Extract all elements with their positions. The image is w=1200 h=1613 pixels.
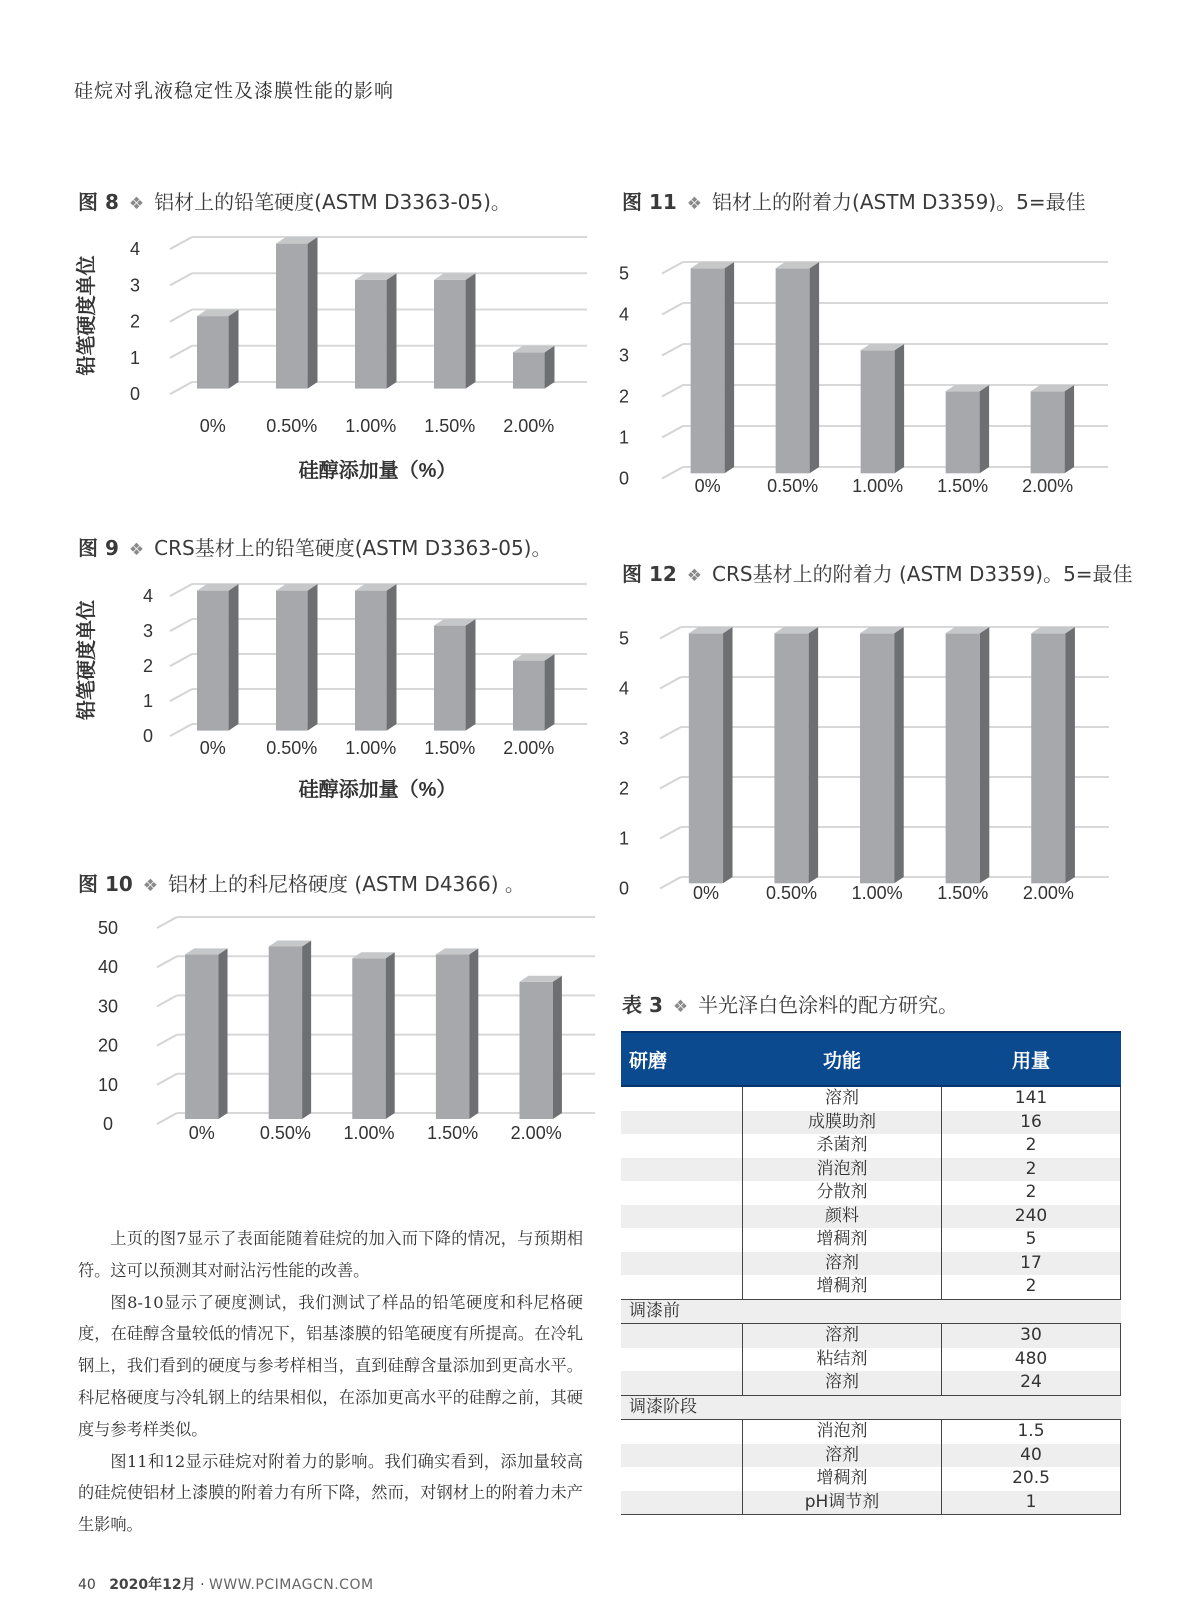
- function-cell: 溶剂: [743, 1371, 942, 1395]
- grid-line: [170, 619, 192, 631]
- amount-cell: 2: [942, 1158, 1121, 1182]
- grid-line: [660, 827, 681, 839]
- x-axis-title: 硅醇添加量（%）: [298, 460, 457, 482]
- grid-line: [157, 956, 177, 967]
- grid-line: [170, 346, 192, 358]
- y-tick-label: 3: [142, 621, 154, 642]
- diamond-icon: ❖: [128, 194, 145, 214]
- bar-side: [308, 584, 318, 731]
- figure-12-caption: [622, 558, 1133, 587]
- section-label: 调漆前: [621, 1299, 1121, 1324]
- x-tick-label: 1.00%: [851, 883, 903, 903]
- function-cell: 溶剂: [743, 1086, 942, 1111]
- bar-side: [308, 237, 318, 389]
- bar: [1031, 391, 1065, 473]
- grid-line: [662, 385, 683, 397]
- grid-line: [170, 584, 192, 596]
- bar-side: [466, 619, 476, 731]
- figure-11-chart: [620, 240, 1135, 522]
- amount-cell: 1: [942, 1491, 1121, 1515]
- figure-9-chart: [75, 572, 590, 842]
- bar-side: [895, 344, 904, 473]
- figure-9-label: 图 9: [78, 536, 119, 560]
- x-tick-label: 0.50%: [266, 738, 318, 758]
- grid-line: [170, 310, 192, 322]
- grind-cell: [621, 1158, 743, 1182]
- bar: [197, 316, 229, 389]
- y-tick-label: 0: [129, 384, 141, 405]
- grind-cell: [621, 1467, 743, 1491]
- diamond-icon: ❖: [128, 540, 145, 560]
- amount-cell: 20.5: [942, 1467, 1121, 1491]
- amount-cell: 16: [942, 1111, 1121, 1135]
- function-cell: 分散剂: [743, 1181, 942, 1205]
- figure-8-label: 图 8: [78, 190, 119, 214]
- table-row: [621, 1252, 1121, 1276]
- figure-10-caption-text: 铝材上的科尼格硬度 (ASTM D4366) 。: [168, 872, 525, 896]
- bar-side: [545, 654, 555, 731]
- function-cell: 增稠剂: [743, 1228, 942, 1252]
- grid-line: [157, 1074, 177, 1085]
- table-row: [621, 1324, 1121, 1348]
- function-cell: 增稠剂: [743, 1275, 942, 1299]
- y-tick-label: 0: [102, 1114, 114, 1134]
- y-axis-title: 铅笔硬度单位: [76, 600, 98, 720]
- grid-line: [170, 273, 192, 285]
- y-tick-label: 1: [129, 347, 141, 368]
- y-tick-label: 5: [618, 628, 630, 649]
- figure-11-caption-text: 铝材上的附着力(ASTM D3359)。5=最佳: [712, 190, 1086, 214]
- y-tick-label: 4: [618, 678, 630, 699]
- grid-line: [660, 727, 681, 739]
- grid-line: [660, 777, 681, 789]
- x-tick-label: 2.00%: [503, 738, 555, 758]
- y-axis-title: 铅笔硬度单位: [76, 255, 98, 376]
- bar: [861, 350, 895, 473]
- bar-side: [386, 952, 395, 1119]
- function-cell: 消泡剂: [743, 1420, 942, 1444]
- diamond-icon: ❖: [686, 194, 703, 214]
- table-3: [621, 1031, 1121, 1515]
- amount-cell: 1.5: [942, 1420, 1121, 1444]
- bar-side: [1065, 627, 1074, 883]
- amount-cell: 480: [942, 1348, 1121, 1372]
- bar: [774, 633, 808, 883]
- bar: [276, 591, 308, 731]
- x-tick-label: 1.50%: [424, 416, 476, 436]
- bar-side: [980, 627, 989, 883]
- table-row: [621, 1134, 1121, 1158]
- table-row: [621, 1348, 1121, 1372]
- bar: [434, 626, 466, 731]
- diamond-icon: ❖: [672, 997, 689, 1017]
- x-tick-label: 1.50%: [937, 476, 989, 496]
- bar-side: [809, 627, 818, 883]
- amount-cell: 17: [942, 1252, 1121, 1276]
- function-cell: 颜料: [743, 1205, 942, 1229]
- figure-12-caption-text: CRS基材上的附着力 (ASTM D3359)。5=最佳: [712, 562, 1133, 586]
- x-tick-label: 1.50%: [424, 738, 476, 758]
- table-row: [621, 1158, 1121, 1182]
- bar: [513, 352, 545, 388]
- grid-line: [170, 654, 192, 666]
- table-row: [621, 1181, 1121, 1205]
- function-cell: pH调节剂: [743, 1491, 942, 1515]
- y-tick-label: 0: [618, 878, 630, 899]
- x-tick-label: 2.00%: [1022, 883, 1074, 903]
- grid-line: [157, 1113, 177, 1124]
- bar-side: [725, 262, 734, 473]
- x-tick-label: 0.50%: [259, 1123, 311, 1143]
- y-tick-label: 2: [129, 311, 141, 332]
- y-tick-label: 50: [97, 918, 119, 938]
- bar: [352, 958, 385, 1119]
- bar: [185, 954, 218, 1119]
- table-row: [621, 1086, 1121, 1111]
- y-tick-label: 5: [618, 263, 630, 284]
- amount-cell: 40: [942, 1444, 1121, 1468]
- y-tick-label: 2: [618, 386, 630, 407]
- issue-date: 2020年12月: [109, 1577, 196, 1593]
- amount-cell: 24: [942, 1371, 1121, 1395]
- y-tick-label: 0: [142, 726, 154, 747]
- bar-side: [229, 310, 239, 389]
- bar-side: [229, 584, 239, 731]
- amount-cell: 2: [942, 1181, 1121, 1205]
- grid-line: [662, 426, 683, 438]
- bar-side: [466, 273, 476, 388]
- grind-cell: [621, 1420, 743, 1444]
- bar-side: [894, 627, 903, 883]
- table-row: [621, 1275, 1121, 1299]
- bar: [1031, 633, 1065, 883]
- amount-cell: 141: [942, 1086, 1121, 1111]
- figure-10-chart: [75, 905, 590, 1183]
- bar: [276, 244, 308, 389]
- grid-line: [170, 382, 192, 394]
- grind-cell: [621, 1181, 743, 1205]
- bar: [860, 633, 894, 883]
- table-row: [621, 1420, 1121, 1444]
- amount-cell: 30: [942, 1324, 1121, 1348]
- x-tick-label: 0%: [694, 476, 721, 496]
- bar-side: [387, 584, 397, 731]
- figure-8-caption-text: 铝材上的铅笔硬度(ASTM D3363-05)。: [154, 190, 511, 214]
- amount-cell: 5: [942, 1228, 1121, 1252]
- grid-line: [660, 677, 681, 689]
- x-tick-label: 2.00%: [510, 1123, 562, 1143]
- table-section-row: [621, 1299, 1121, 1324]
- bar: [691, 268, 725, 473]
- table-row: [621, 1228, 1121, 1252]
- figure-11-label: 图 11: [622, 190, 677, 214]
- paragraph: 上页的图7显示了表面能随着硅烷的加入而下降的情况，与预期相符。这可以预测其对耐沾污性能的改善。: [78, 1229, 583, 1280]
- footer-dot: ·: [200, 1577, 205, 1593]
- table-3-label: 表 3: [622, 993, 663, 1017]
- grind-cell: [621, 1275, 743, 1299]
- grind-cell: [621, 1228, 743, 1252]
- figure-9-caption-text: CRS基材上的铅笔硬度(ASTM D3363-05)。: [154, 536, 552, 560]
- bar-side: [810, 262, 819, 473]
- table-row: [621, 1205, 1121, 1229]
- diamond-icon: ❖: [686, 566, 703, 586]
- bar-side: [387, 273, 397, 388]
- y-tick-label: 4: [618, 304, 630, 325]
- function-cell: 溶剂: [743, 1444, 942, 1468]
- x-tick-label: 0.50%: [767, 476, 819, 496]
- x-tick-label: 2.00%: [503, 416, 555, 436]
- bar-side: [219, 948, 228, 1119]
- bar: [269, 947, 302, 1119]
- x-tick-label: 0%: [199, 738, 226, 758]
- bar: [776, 268, 810, 473]
- grind-cell: [621, 1491, 743, 1515]
- grid-line: [157, 995, 177, 1006]
- paragraph: 图8-10显示了硬度测试，我们测试了样品的铅笔硬度和科尼格硬度，在硅醇含量较低的情况下，铝基漆膜的铅笔硬度有所提高。在冷轧钢上，我们看到的硬度与参考样相当，直到硅醇含量添加到更高水平。科尼格硬度与冷轧钢上的结果相似，在添加更高水平的硅醇之前，其硬度与参考样类似。: [78, 1292, 583, 1439]
- x-axis-title: 硅醇添加量（%）: [298, 779, 457, 801]
- table-header-row: [621, 1032, 1121, 1086]
- header-function: 功能: [743, 1032, 942, 1086]
- x-tick-label: 1.00%: [345, 738, 397, 758]
- grid-line: [662, 262, 683, 274]
- y-tick-label: 3: [618, 345, 630, 366]
- x-tick-label: 0%: [188, 1123, 215, 1143]
- grid-line: [662, 344, 683, 356]
- y-tick-label: 2: [618, 778, 630, 799]
- table-row: [621, 1467, 1121, 1491]
- figure-12-chart: [620, 605, 1135, 937]
- y-tick-label: 2: [142, 656, 154, 677]
- bar-side: [545, 346, 555, 389]
- table-row: [621, 1444, 1121, 1468]
- x-tick-label: 1.00%: [852, 476, 904, 496]
- bar-side: [553, 976, 562, 1119]
- grind-cell: [621, 1111, 743, 1135]
- bar: [519, 982, 552, 1119]
- y-tick-label: 3: [618, 728, 630, 749]
- grind-cell: [621, 1134, 743, 1158]
- website-link[interactable]: WWW.PCIMAGCN.COM: [209, 1577, 374, 1593]
- y-tick-label: 3: [129, 275, 141, 296]
- x-tick-label: 1.50%: [937, 883, 989, 903]
- grind-cell: [621, 1348, 743, 1372]
- header-grind: 研磨: [621, 1032, 743, 1086]
- table-row: [621, 1371, 1121, 1395]
- x-tick-label: 1.00%: [343, 1123, 395, 1143]
- grid-line: [660, 877, 681, 889]
- bar-side: [1065, 385, 1074, 473]
- header-amount: 用量: [942, 1032, 1121, 1086]
- function-cell: 溶剂: [743, 1252, 942, 1276]
- figure-9-caption: [78, 532, 551, 561]
- function-cell: 溶剂: [743, 1324, 942, 1348]
- x-tick-label: 0%: [692, 883, 719, 903]
- page-number: 40: [78, 1577, 96, 1593]
- article-body: [78, 1223, 583, 1541]
- y-tick-label: 1: [618, 828, 630, 849]
- x-tick-label: 0.50%: [266, 416, 318, 436]
- x-tick-label: 0.50%: [766, 883, 818, 903]
- amount-cell: 2: [942, 1134, 1121, 1158]
- figure-8-caption: [78, 186, 511, 215]
- bar: [946, 391, 980, 473]
- paragraph: 图11和12显示硅烷对附着力的影响。我们确实看到，添加量较高的硅烷使铝材上漆膜的附着力有所下降，然而，对钢材上的附着力未产生影响。: [78, 1451, 583, 1535]
- figure-11-caption: [622, 186, 1086, 215]
- grind-cell: [621, 1371, 743, 1395]
- table-3-caption: [622, 989, 958, 1018]
- function-cell: 成膜助剂: [743, 1111, 942, 1135]
- x-tick-label: 2.00%: [1022, 476, 1074, 496]
- bar: [436, 954, 469, 1119]
- bar-side: [469, 948, 478, 1119]
- grid-line: [170, 237, 192, 249]
- function-cell: 粘结剂: [743, 1348, 942, 1372]
- bar: [197, 591, 229, 731]
- figure-12-label: 图 12: [622, 562, 677, 586]
- grid-line: [170, 724, 192, 736]
- grind-cell: [621, 1324, 743, 1348]
- y-tick-label: 20: [97, 1035, 119, 1056]
- bar: [513, 661, 545, 731]
- bar-side: [302, 941, 311, 1119]
- grind-cell: [621, 1252, 743, 1276]
- figure-10-caption: [78, 868, 525, 897]
- bar: [434, 280, 466, 389]
- y-tick-label: 4: [129, 239, 141, 260]
- function-cell: 杀菌剂: [743, 1134, 942, 1158]
- grid-line: [157, 1035, 177, 1046]
- bar-side: [980, 385, 989, 473]
- y-tick-label: 1: [618, 427, 630, 448]
- section-label: 调漆阶段: [621, 1395, 1121, 1420]
- bar-side: [723, 627, 732, 883]
- amount-cell: 2: [942, 1275, 1121, 1299]
- grind-cell: [621, 1444, 743, 1468]
- function-cell: 消泡剂: [743, 1158, 942, 1182]
- bar: [355, 591, 387, 731]
- figure-10-label: 图 10: [78, 872, 133, 896]
- function-cell: 增稠剂: [743, 1467, 942, 1491]
- table-section-row: [621, 1395, 1121, 1420]
- y-tick-label: 30: [97, 996, 119, 1017]
- grid-line: [662, 467, 683, 479]
- grind-cell: [621, 1205, 743, 1229]
- x-tick-label: 1.00%: [345, 416, 397, 436]
- running-title: 硅烷对乳液稳定性及漆膜性能的影响: [74, 80, 395, 102]
- grid-line: [662, 303, 683, 315]
- grid-line: [157, 917, 177, 928]
- x-tick-label: 0%: [199, 416, 226, 436]
- grid-line: [170, 689, 192, 701]
- x-tick-label: 1.50%: [427, 1123, 479, 1143]
- bar: [946, 633, 980, 883]
- y-tick-label: 10: [97, 1074, 119, 1095]
- y-tick-label: 0: [618, 468, 630, 489]
- y-tick-label: 1: [142, 691, 154, 712]
- table-3-caption-text: 半光泽白色涂料的配方研究。: [698, 993, 959, 1017]
- bar: [355, 280, 387, 389]
- y-tick-label: 4: [142, 586, 154, 607]
- page-footer: [78, 1574, 374, 1594]
- amount-cell: 240: [942, 1205, 1121, 1229]
- grid-line: [660, 627, 681, 639]
- bar: [689, 633, 723, 883]
- figure-8-chart: [75, 225, 590, 500]
- y-tick-label: 40: [97, 957, 119, 978]
- diamond-icon: ❖: [142, 876, 159, 896]
- table-row: [621, 1491, 1121, 1515]
- table-row: [621, 1111, 1121, 1135]
- grind-cell: [621, 1086, 743, 1111]
